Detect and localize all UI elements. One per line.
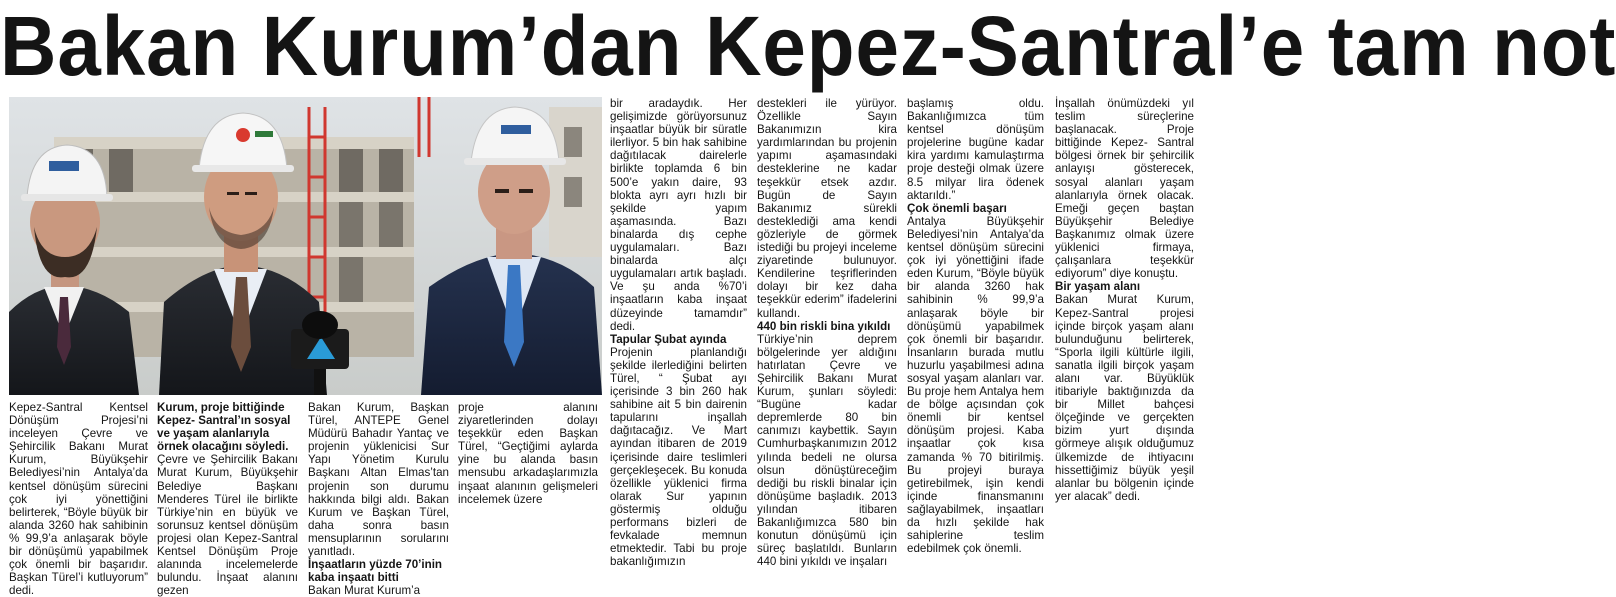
column-3-heading: İnşaatların yüzde 70’inin kaba inşaatı bitti: [308, 558, 443, 585]
column-4: [458, 401, 598, 587]
column-3-paragraph: Bakan Kurum, Başkan Türel, ANTEPE Genel Müdürü Bahadır Yantaç ve projenin yüklenicisi Sur Yapı Yönetim Kurulu Başkanı Altan Elmas’tan projenin son durumu hakkında bilgi aldı. Bakan Kurum ve Başkan Türel, daha sonra basın mensuplarının sorularını yanıtladı.: [308, 401, 449, 559]
column-3-paragraph-2: Bakan Murat Kurum’a: [308, 584, 421, 597]
column-7-heading: Çok önemli başarı: [907, 201, 1007, 215]
column-5-heading: Tapular Şubat ayında: [610, 332, 727, 346]
news-photo: [9, 97, 602, 395]
column-4-paragraph: proje alanını ziyaretlerinden dolayı teşekkür eden Başkan Türel, “Geçtiğimi aylarda yine bu alanda basın mensubu arkadaşlarımızla inşaat alanının gelişmeleri incelemek üzere: [458, 401, 598, 506]
column-2-heading: Kurum, proje bittiğinde Kepez- Santral’ın sosyal ve yaşam alanlarıyla örnek olacağını söyledi.: [157, 401, 291, 454]
column-8-paragraph: İnşallah önümüzdeki yıl teslim süreçlerine başlanacak. Proje bittiğinde Kepez- Santral bölgesi örnek bir şehircilik anlayışı gösterecek, sosyal alanları yaşam alanlarıyla örnek olacak. Emeği geçen baştan Büyükşehir Belediye Başkanımız olmak üzere yüklenici firmaya, çalışanlara teşekkür ediyorum” diye konuştu.: [1055, 97, 1194, 281]
column-5-paragraph-2: Projenin planlandığı şekilde ilerlediğini belirten Türel, “ Şubat ayı içerisinde 3 bin 260 hak sahibine ait 5 bin dairenin tapularını inşallah dağıtacağız. Ve Mart ayından itibaren de 2019 içerisinde daire teslimleri gerçekleşecek. Bu konuda özellikle yüklenici firma olarak Sur yapının göstermiş olduğu performans bizleri de fevkalade memnun etmektedir. Tabi bu proje bakanlığımızın: [610, 345, 747, 569]
column-7: [907, 97, 1044, 585]
column-7-paragraph-2: Antalya Büyükşehir Belediyesi’nin Antalya’da kentsel dönüşüm sürecini çok iyi yönettiğini ifade eden Kurum, “Böyle büyük bir alanda 3260 hak sahibinin % 99,9’a anlaşarak böyle bir dönüşümü yapabilmek çok önemli bir başarıdır. İnsanların burada mutlu huzurlu yaşabilmesi adına sosyal yaşam alanları var. Bu proje hem Antalya hem de bölge açısından çok önemli bir kentsel dönüşüm projesi. Kaba inşaatlar çok kısa zamanda % 70 bitirilmiş. Bu projeyi buraya getirebilmek, işin kendi içinde finansmanını sağlayabilmek, inşaatları da hızlı şekilde hak sahiplerine teslim edebilmek çok önemli.: [907, 214, 1044, 556]
article-headline: Bakan Kurum’dan Kepez-Santral’e tam not: [0, 0, 1616, 93]
column-2: [157, 401, 298, 597]
column-7-paragraph: başlamış oldu. Bakanlığımızca tüm kentsel dönüşüm projelerine bugüne kadar kira yardımı kamulaştırma proje desteği olmak üzere 8.5 milyar lira ödenek aktarıldı.”: [907, 97, 1044, 202]
column-6-heading: 440 bin riskli bina yıkıldı: [757, 319, 891, 333]
column-3: [308, 401, 449, 597]
column-5: [610, 97, 747, 585]
column-8: [1055, 97, 1194, 585]
column-6-paragraph-2: Türkiye’nin deprem bölgelerinde yer aldığını hatırlatan Çevre ve Şehircilik Bakanı Murat Kurum, şunları söyledi: “Bugüne kadar depremlerde 80 bin canımızı kaybettik. Sayın Cumhurbaşkanımızın 2012 yılında bedeli ne olursa olsun dönüştüreceğim dediği bu riskli binalar için dönüşüme başladık. 2013 yılından itibaren Bakanlığımızca 580 bin konutun dönüşümü için süreç başlatıldı. Bunların 440 bini yıkıldı ve inşaları: [757, 332, 897, 569]
column-6: [757, 97, 897, 585]
column-5-paragraph: bir aradaydık. Her gelişimizde görüyorsunuz inşaatlar büyük bir süratle ilerliyor. 5 bin hak sahibine dağıtılacak dairelerle birlikte toplamda 6 bin 500’e yakın daire, 93 blokta ayrı ayrı hızlı bir şekilde yapım aşamasında. Bazı binalarda dış cephe uygulamaları. Bazı binalarda alçı uygulamaları artık başladı. Ve şu anda %70’i inşaatların kaba inşaat düzeyinde tamamdır” dedi.: [610, 97, 747, 333]
column-2-paragraph: Çevre ve Şehircilik Bakanı Murat Kurum, Büyükşehir Belediye Başkanı Menderes Türel ile birlikte Türkiye’nin en büyük ve sorunsuz kentsel dönüşüm projesi olan Kepez-Santral Kentsel Dönüşüm Proje alanında incelemelerde bulundu. İnşaat alanını gezen: [157, 453, 298, 597]
column-1: [9, 401, 148, 597]
column-8-heading: Bir yaşam alanı: [1055, 280, 1141, 294]
column-6-paragraph: destekleri ile yürüyor. Özellikle Sayın Bakanımızın kira yardımlarından bu projenin yapımı aşamasındaki desteklerine ne kadar teşekkür etsek azdır. Bugün de Sayın Bakanımız sürekli desteklediği ama kendi gözleriyle de görmek istediği bu projeyi inceleme ziyaretinde bulunuyor. Kendilerine teşriflerinden dolayı bir kez daha teşekkür ederim” ifadelerini kullandı.: [757, 97, 897, 320]
column-8-paragraph-2: Bakan Murat Kurum, Kepez-Santral projesi içinde birçok yaşam alanı bulunduğunu belirterek, “Sporla ilgili kültürle ilgili, sanatla ilgili birçok yaşam alanı var. Büyüklük itibariyle baktığınızda da bir Millet bahçesi ölçeğinde ve gerçekten bizim yurt dışında görmeye alışık olduğumuz ülkemizde de ihtiyacını hissettiğimiz büyük yeşil alanlar bu bölgenin içinde yer alacak” dedi.: [1055, 293, 1194, 503]
column-1-paragraph: Kepez-Santral Kentsel Dönüşüm Projesi’ni inceleyen Çevre ve Şehircilik Bakanı Murat Kurum, Büyükşehir Belediyesi’nin Antalya’da kentsel dönüşüm sürecini çok iyi yönettiğini belirterek, “Böyle büyük bir alanda 3260 hak sahibinin % 99,9’a anlaşarak böyle bir dönüşümü yapabilmek çok önemli bir başarıdır. Başkan Türel’i kutluyorum” dedi.: [9, 401, 148, 597]
